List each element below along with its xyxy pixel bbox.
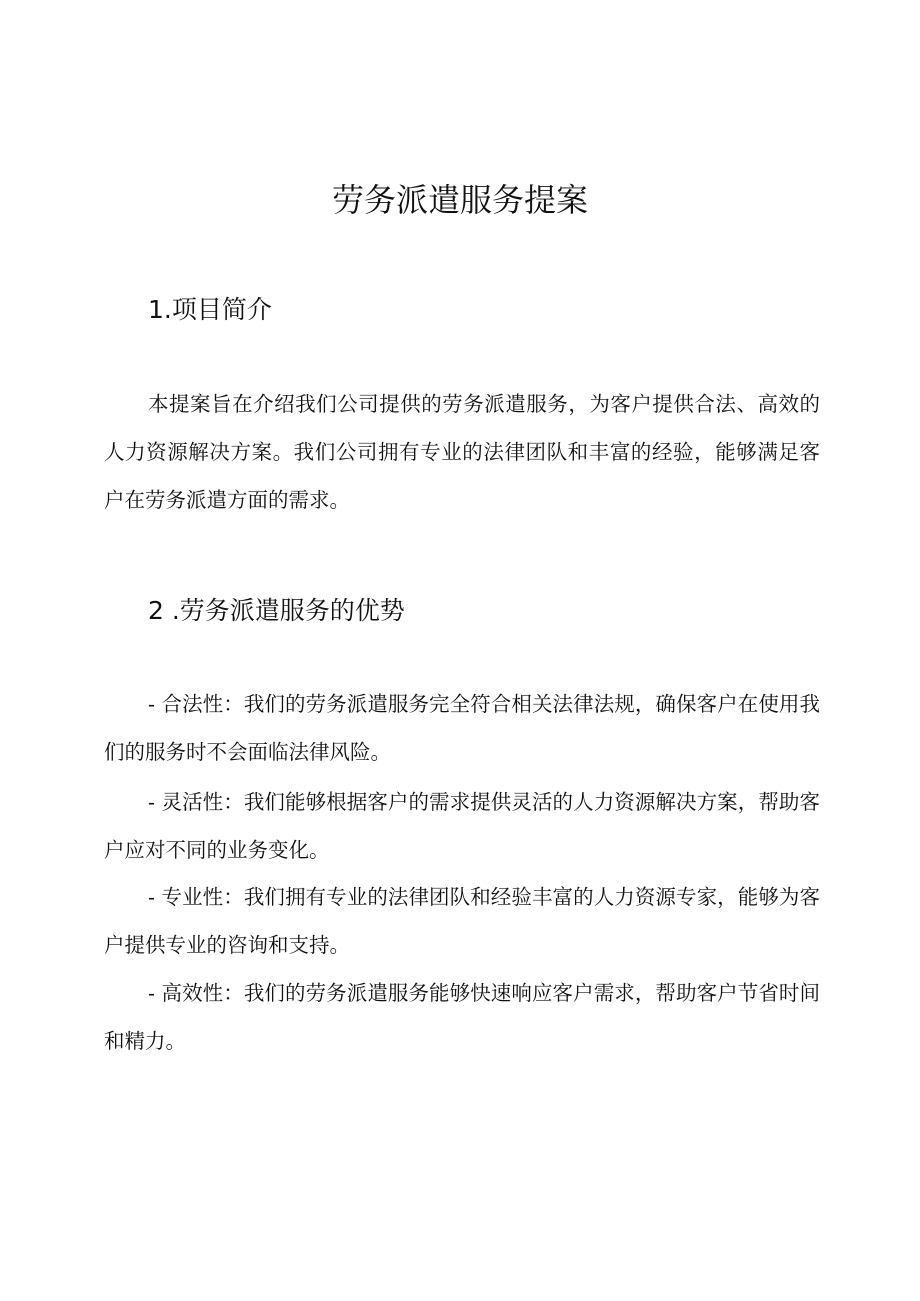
section-heading-advantages: 2 .劳务派遣服务的优势 <box>148 596 405 625</box>
advantage-item-efficiency: - 高效性：我们的劳务派遣服务能够快速响应客户需求，帮助客户节省时间和精力。 <box>104 981 820 1053</box>
intro-paragraph: 本提案旨在介绍我们公司提供的劳务派遣服务，为客户提供合法、高效的人力资源解决方案。我们公司拥有专业的法律团队和丰富的经验，能够满足客户在劳务派遣方面的需求。 <box>104 392 820 512</box>
section-heading-intro: 1.项目简介 <box>148 295 272 324</box>
advantage-item-professionalism: - 专业性：我们拥有专业的法律团队和经验丰富的人力资源专家，能够为客户提供专业的咨询和支持。 <box>104 885 820 957</box>
advantage-item-flexibility: - 灵活性：我们能够根据客户的需求提供灵活的人力资源解决方案，帮助客户应对不同的业务变化。 <box>104 790 820 862</box>
page-title: 劳务派遣服务提案 <box>331 181 588 219</box>
advantage-item-legality: - 合法性：我们的劳务派遣服务完全符合相关法律法规，确保客户在使用我们的服务时不会面临法律风险。 <box>104 692 820 764</box>
